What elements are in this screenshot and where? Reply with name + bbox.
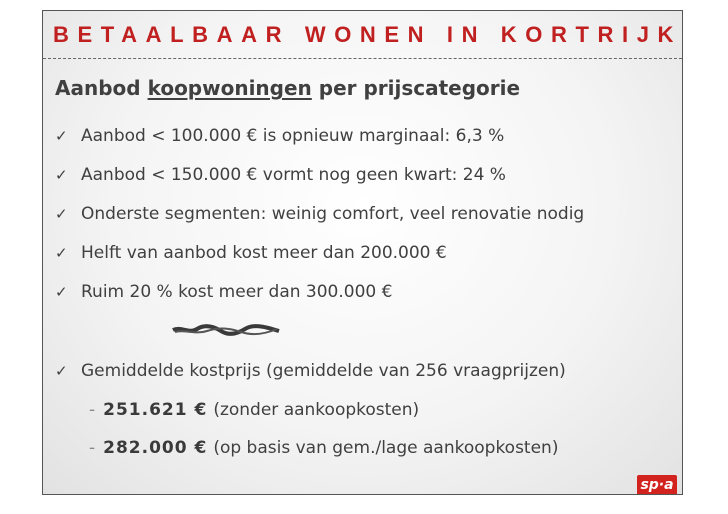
check-icon: ✓: [55, 283, 68, 301]
header-divider: [43, 58, 682, 59]
bullet-item: [55, 163, 506, 187]
subtitle-underlined: koopwoningen: [147, 76, 312, 100]
bullet-text: Gemiddelde kostprijs (gemiddelde van 256 vraagprijzen): [81, 361, 566, 381]
scribble-mark: [171, 323, 281, 337]
sub-item: [89, 435, 558, 461]
sub-item-note: (op basis van gem./lage aankoopkosten): [213, 438, 559, 458]
bullet-item: [55, 124, 504, 148]
bullet-item: [55, 359, 566, 383]
bullet-text: Helft van aanbod kost meer dan 200.000 €: [81, 243, 447, 263]
slide-header-title: BETAALBAAR WONEN IN KORTRIJK: [53, 22, 683, 47]
subtitle-part-1: Aanbod: [55, 76, 148, 100]
sub-item-note: (zonder aankoopkosten): [213, 400, 420, 420]
bullet-item: [55, 202, 584, 226]
slide-subtitle: [55, 76, 520, 100]
sub-item-amount: 251.621 €: [103, 400, 208, 420]
bullet-item: [55, 241, 447, 265]
dash-marker: -: [89, 438, 96, 458]
spa-logo: sp·a: [637, 475, 677, 495]
sub-item: [89, 397, 419, 423]
bullet-item: [55, 280, 392, 304]
check-icon: ✓: [55, 362, 68, 380]
sub-item-amount: 282.000 €: [103, 438, 208, 458]
check-icon: ✓: [55, 244, 68, 262]
check-icon: ✓: [55, 166, 68, 184]
bullet-text: Aanbod < 150.000 € vormt nog geen kwart: 24 %: [81, 165, 506, 185]
subtitle-part-2: per prijscategorie: [311, 76, 521, 100]
bullet-text: Ruim 20 % kost meer dan 300.000 €: [81, 282, 393, 302]
bullet-text: Aanbod < 100.000 € is opnieuw marginaal: 6,3 %: [81, 126, 505, 146]
slide: [42, 10, 683, 495]
check-icon: ✓: [55, 127, 68, 145]
bullet-text: Onderste segmenten: weinig comfort, veel renovatie nodig: [81, 204, 585, 224]
dash-marker: -: [89, 400, 96, 420]
check-icon: ✓: [55, 205, 68, 223]
